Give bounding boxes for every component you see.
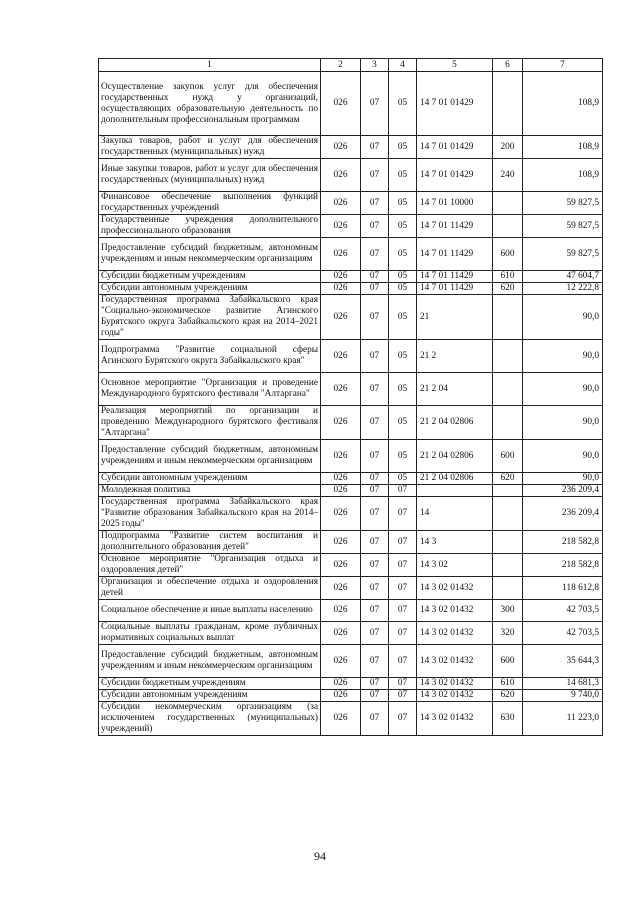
- section-cell: 07: [361, 473, 389, 485]
- subsection-cell: 07: [389, 497, 417, 531]
- target-article-cell: 21 2 04: [417, 373, 493, 406]
- expense-type-cell: 620: [493, 283, 523, 295]
- target-article-cell: 14 3 02 01432: [417, 600, 493, 622]
- target-article-cell: 21 2 04 02806: [417, 406, 493, 440]
- subsection-cell: 07: [389, 531, 417, 554]
- target-article-cell: 14 3 02 01432: [417, 577, 493, 600]
- gov-code-cell: 026: [321, 577, 361, 600]
- amount-cell: 218 582,8: [523, 554, 603, 577]
- row-name-cell: Социальное обеспечение и иные выплаты населению: [99, 600, 321, 622]
- subsection-cell: 05: [389, 238, 417, 271]
- section-cell: 07: [361, 406, 389, 440]
- expense-type-cell: 320: [493, 622, 523, 645]
- expense-type-cell: 620: [493, 473, 523, 485]
- target-article-cell: 14: [417, 497, 493, 531]
- expense-type-cell: 240: [493, 159, 523, 192]
- table-row: [99, 577, 603, 600]
- subsection-cell: 07: [389, 690, 417, 702]
- table-row: [99, 215, 603, 238]
- table-row: [99, 192, 603, 215]
- amount-cell: 108,9: [523, 159, 603, 192]
- row-name-cell: Иные закупки товаров, работ и услуг для обеспечения государственных (муниципальных) нужд: [99, 159, 321, 192]
- target-article-cell: 14 3 02 01432: [417, 702, 493, 736]
- row-name-cell: Подпрограмма "Развитие социальной сферы Агинского Бурятского округа Забайкальского края": [99, 340, 321, 373]
- row-name-cell: Основное мероприятие "Организация отдыха и оздоровления детей": [99, 554, 321, 577]
- amount-cell: 90,0: [523, 373, 603, 406]
- section-cell: 07: [361, 702, 389, 736]
- expense-type-cell: [493, 192, 523, 215]
- table-row: [99, 406, 603, 440]
- table-row: [99, 440, 603, 473]
- gov-code-cell: 026: [321, 271, 361, 283]
- amount-cell: 11 223,0: [523, 702, 603, 736]
- row-name-cell: Предоставление субсидий бюджетным, автономным учреждениям и иным некоммерческим организациям: [99, 440, 321, 473]
- expense-type-cell: [493, 485, 523, 497]
- table-row: [99, 622, 603, 645]
- table-row: [99, 485, 603, 497]
- subsection-cell: 05: [389, 283, 417, 295]
- subsection-cell: 05: [389, 340, 417, 373]
- column-header: 2: [321, 59, 361, 72]
- table-body: [99, 72, 603, 736]
- gov-code-cell: 026: [321, 340, 361, 373]
- row-name-cell: Финансовое обеспечение выполнения функций государственных учреждений: [99, 192, 321, 215]
- header-row: [99, 59, 603, 72]
- target-article-cell: 14 3 02 01432: [417, 690, 493, 702]
- subsection-cell: 07: [389, 645, 417, 678]
- gov-code-cell: 026: [321, 531, 361, 554]
- column-header: 6: [493, 59, 523, 72]
- expense-type-cell: 300: [493, 600, 523, 622]
- expense-type-cell: [493, 72, 523, 136]
- expense-type-cell: [493, 577, 523, 600]
- subsection-cell: 07: [389, 702, 417, 736]
- subsection-cell: 05: [389, 440, 417, 473]
- target-article-cell: [417, 485, 493, 497]
- row-name-cell: Закупка товаров, работ и услуг для обеспечения государственных (муниципальных) нужд: [99, 136, 321, 159]
- subsection-cell: 07: [389, 577, 417, 600]
- amount-cell: 14 681,3: [523, 678, 603, 690]
- target-article-cell: 14 7 01 01429: [417, 136, 493, 159]
- table-row: [99, 600, 603, 622]
- section-cell: 07: [361, 440, 389, 473]
- section-cell: 07: [361, 192, 389, 215]
- expense-type-cell: 600: [493, 440, 523, 473]
- gov-code-cell: 026: [321, 554, 361, 577]
- row-name-cell: Осуществление закупок услуг для обеспечения государственных нужд у организаций, осуществляющих образовательную деятельность по дополнительным профессиональным программам: [99, 72, 321, 136]
- amount-cell: 236 209,4: [523, 485, 603, 497]
- section-cell: 07: [361, 295, 389, 340]
- row-name-cell: Субсидии некоммерческим организациям (за исключением государственных (муниципальных) учреждений): [99, 702, 321, 736]
- gov-code-cell: 026: [321, 440, 361, 473]
- expense-type-cell: [493, 531, 523, 554]
- table-row: [99, 159, 603, 192]
- amount-cell: 42 703,5: [523, 622, 603, 645]
- gov-code-cell: 026: [321, 406, 361, 440]
- expense-type-cell: [493, 373, 523, 406]
- subsection-cell: 07: [389, 678, 417, 690]
- expense-type-cell: [493, 295, 523, 340]
- target-article-cell: 21 2 04 02806: [417, 440, 493, 473]
- expense-type-cell: [493, 497, 523, 531]
- amount-cell: 218 582,8: [523, 531, 603, 554]
- table-row: [99, 373, 603, 406]
- table-row: [99, 678, 603, 690]
- section-cell: 07: [361, 577, 389, 600]
- gov-code-cell: 026: [321, 192, 361, 215]
- section-cell: 07: [361, 622, 389, 645]
- amount-cell: 35 644,3: [523, 645, 603, 678]
- subsection-cell: 07: [389, 554, 417, 577]
- gov-code-cell: 026: [321, 497, 361, 531]
- subsection-cell: 05: [389, 72, 417, 136]
- table-row: [99, 645, 603, 678]
- gov-code-cell: 026: [321, 485, 361, 497]
- section-cell: 07: [361, 485, 389, 497]
- subsection-cell: 05: [389, 159, 417, 192]
- table-row: [99, 497, 603, 531]
- expense-type-cell: 620: [493, 690, 523, 702]
- section-cell: 07: [361, 690, 389, 702]
- target-article-cell: 14 3 02 01432: [417, 678, 493, 690]
- page-number: 94: [314, 849, 326, 863]
- gov-code-cell: 026: [321, 295, 361, 340]
- row-name-cell: Социальные выплаты гражданам, кроме публичных нормативных социальных выплат: [99, 622, 321, 645]
- amount-cell: 236 209,4: [523, 497, 603, 531]
- gov-code-cell: 026: [321, 159, 361, 192]
- gov-code-cell: 026: [321, 645, 361, 678]
- row-name-cell: Организация и обеспечение отдыха и оздоровления детей: [99, 577, 321, 600]
- section-cell: 07: [361, 340, 389, 373]
- table-row: [99, 136, 603, 159]
- section-cell: 07: [361, 554, 389, 577]
- table-row: [99, 531, 603, 554]
- amount-cell: 90,0: [523, 406, 603, 440]
- subsection-cell: 05: [389, 406, 417, 440]
- row-name-cell: Субсидии автономным учреждениям: [99, 690, 321, 702]
- amount-cell: 47 604,7: [523, 271, 603, 283]
- expense-type-cell: [493, 340, 523, 373]
- subsection-cell: 05: [389, 136, 417, 159]
- target-article-cell: 21: [417, 295, 493, 340]
- subsection-cell: 05: [389, 373, 417, 406]
- amount-cell: 108,9: [523, 136, 603, 159]
- subsection-cell: 05: [389, 473, 417, 485]
- section-cell: 07: [361, 678, 389, 690]
- expense-type-cell: 600: [493, 645, 523, 678]
- row-name-cell: Предоставление субсидий бюджетным, автономным учреждениям и иным некоммерческим организациям: [99, 238, 321, 271]
- expense-type-cell: 610: [493, 678, 523, 690]
- expense-type-cell: 610: [493, 271, 523, 283]
- section-cell: 07: [361, 159, 389, 192]
- expense-type-cell: [493, 215, 523, 238]
- target-article-cell: 14 3 02 01432: [417, 645, 493, 678]
- target-article-cell: 14 7 01 01429: [417, 72, 493, 136]
- row-name-cell: Государственная программа Забайкальского края "Социально-экономическое развитие Агинского Бурятского округа Забайкальского края на 2014–2021 годы": [99, 295, 321, 340]
- section-cell: 07: [361, 72, 389, 136]
- section-cell: 07: [361, 283, 389, 295]
- row-name-cell: Основное мероприятие "Организация и проведение Международного бурятского фестиваля "Алтаргана": [99, 373, 321, 406]
- section-cell: 07: [361, 373, 389, 406]
- table-row: [99, 271, 603, 283]
- target-article-cell: 14 7 01 01429: [417, 159, 493, 192]
- section-cell: 07: [361, 600, 389, 622]
- row-name-cell: Государственные учреждения дополнительного профессионального образования: [99, 215, 321, 238]
- row-name-cell: Молодежная политика: [99, 485, 321, 497]
- gov-code-cell: 026: [321, 473, 361, 485]
- amount-cell: 59 827,5: [523, 238, 603, 271]
- target-article-cell: 14 7 01 11429: [417, 283, 493, 295]
- table-row: [99, 702, 603, 736]
- gov-code-cell: 026: [321, 702, 361, 736]
- expense-type-cell: 200: [493, 136, 523, 159]
- target-article-cell: 14 7 01 11429: [417, 271, 493, 283]
- section-cell: 07: [361, 497, 389, 531]
- target-article-cell: 14 3 02: [417, 554, 493, 577]
- table-row: [99, 295, 603, 340]
- subsection-cell: 05: [389, 295, 417, 340]
- table-row: [99, 554, 603, 577]
- expense-type-cell: 630: [493, 702, 523, 736]
- amount-cell: 59 827,5: [523, 215, 603, 238]
- row-name-cell: Субсидии бюджетным учреждениям: [99, 678, 321, 690]
- section-cell: 07: [361, 215, 389, 238]
- row-name-cell: Предоставление субсидий бюджетным, автономным учреждениям и иным некоммерческим организациям: [99, 645, 321, 678]
- subsection-cell: 05: [389, 271, 417, 283]
- gov-code-cell: 026: [321, 238, 361, 271]
- target-article-cell: 14 7 01 10000: [417, 192, 493, 215]
- amount-cell: 12 222,8: [523, 283, 603, 295]
- amount-cell: 42 703,5: [523, 600, 603, 622]
- row-name-cell: Реализация мероприятий по организации и проведению Международного бурятского фестиваля "Алтаргана": [99, 406, 321, 440]
- expense-type-cell: [493, 406, 523, 440]
- subsection-cell: 07: [389, 622, 417, 645]
- target-article-cell: 21 2 04 02806: [417, 473, 493, 485]
- subsection-cell: 05: [389, 215, 417, 238]
- gov-code-cell: 026: [321, 136, 361, 159]
- row-name-cell: Государственная программа Забайкальского края "Развитие образования Забайкальского края на 2014–2025 годы": [99, 497, 321, 531]
- expense-type-cell: [493, 554, 523, 577]
- amount-cell: 108,9: [523, 72, 603, 136]
- gov-code-cell: 026: [321, 690, 361, 702]
- target-article-cell: 14 7 01 11429: [417, 215, 493, 238]
- table-row: [99, 473, 603, 485]
- section-cell: 07: [361, 271, 389, 283]
- section-cell: 07: [361, 136, 389, 159]
- gov-code-cell: 026: [321, 600, 361, 622]
- target-article-cell: 14 3 02 01432: [417, 622, 493, 645]
- row-name-cell: Подпрограмма "Развитие систем воспитания и дополнительного образования детей": [99, 531, 321, 554]
- column-header: 7: [523, 59, 603, 72]
- section-cell: 07: [361, 238, 389, 271]
- table-row: [99, 340, 603, 373]
- amount-cell: 9 740,0: [523, 690, 603, 702]
- subsection-cell: 05: [389, 192, 417, 215]
- column-header: 4: [389, 59, 417, 72]
- target-article-cell: 21 2: [417, 340, 493, 373]
- amount-cell: 90,0: [523, 295, 603, 340]
- table-row: [99, 238, 603, 271]
- section-cell: 07: [361, 645, 389, 678]
- gov-code-cell: 026: [321, 622, 361, 645]
- amount-cell: 118 612,8: [523, 577, 603, 600]
- table-row: [99, 283, 603, 295]
- subsection-cell: 07: [389, 600, 417, 622]
- amount-cell: 90,0: [523, 440, 603, 473]
- column-header: 1: [99, 59, 321, 72]
- gov-code-cell: 026: [321, 215, 361, 238]
- target-article-cell: 14 3: [417, 531, 493, 554]
- column-header: 5: [417, 59, 493, 72]
- subsection-cell: 07: [389, 485, 417, 497]
- amount-cell: 90,0: [523, 473, 603, 485]
- target-article-cell: 14 7 01 11429: [417, 238, 493, 271]
- amount-cell: 90,0: [523, 340, 603, 373]
- table-row: [99, 72, 603, 136]
- gov-code-cell: 026: [321, 283, 361, 295]
- row-name-cell: Субсидии бюджетным учреждениям: [99, 271, 321, 283]
- column-header: 3: [361, 59, 389, 72]
- expense-type-cell: 600: [493, 238, 523, 271]
- budget-table: [98, 58, 603, 736]
- row-name-cell: Субсидии автономным учреждениям: [99, 283, 321, 295]
- table-row: [99, 690, 603, 702]
- gov-code-cell: 026: [321, 373, 361, 406]
- amount-cell: 59 827,5: [523, 192, 603, 215]
- section-cell: 07: [361, 531, 389, 554]
- gov-code-cell: 026: [321, 678, 361, 690]
- row-name-cell: Субсидии автономным учреждениям: [99, 473, 321, 485]
- gov-code-cell: 026: [321, 72, 361, 136]
